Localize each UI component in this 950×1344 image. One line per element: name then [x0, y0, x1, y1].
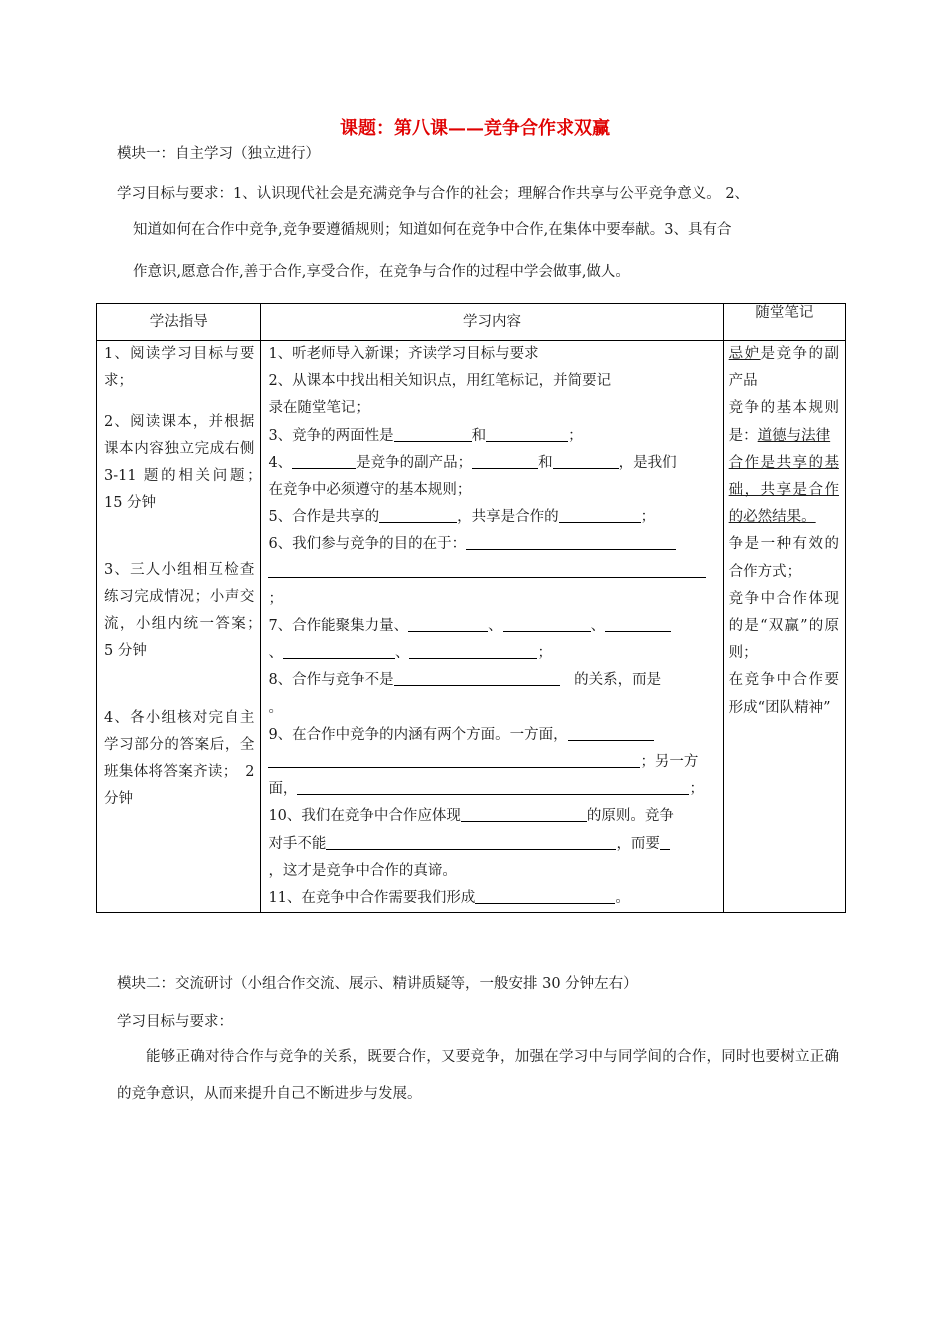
objectives-line-1: 学习目标与要求：1、认识现代社会是充满竞争与合作的社会；理解合作共享与公平竞争意义。 2、: [117, 186, 750, 202]
blank-field[interactable]: [486, 425, 568, 442]
blank-field[interactable]: [394, 669, 560, 686]
question-4: 4、 是竞争的副产品； 和 ，是我们: [268, 450, 714, 477]
guide-item: 4、各小组核对完自主学习部分的答案后，全班集体将答案齐读； 2 分钟: [104, 710, 255, 807]
blank-field[interactable]: [292, 452, 356, 469]
study-table: [96, 303, 846, 913]
blank-field[interactable]: [660, 833, 670, 850]
question-6: 6、我们参与竞争的目的在于：: [268, 531, 714, 558]
guide-cell: [97, 341, 274, 913]
question-8: 8、合作与竞争不是 的关系，而是: [268, 667, 714, 694]
blank-field[interactable]: [559, 506, 641, 523]
blank-field[interactable]: [568, 724, 654, 741]
note-item: 合作是共享的基础，共享是合作的必然结果。: [728, 454, 839, 526]
question-3: 3、竞争的两面性是 和 ；: [268, 423, 714, 450]
module2-heading: 模块二：交流研讨（小组合作交流、展示、精讲质疑等，一般安排 30 分钟左右）: [117, 976, 638, 992]
blank-field[interactable]: [379, 506, 457, 523]
blank-field[interactable]: [283, 642, 395, 659]
question-11: 11、在竞争中合作需要我们形成 。: [268, 885, 714, 912]
blank-field[interactable]: [268, 561, 706, 578]
question-7: 7、合作能聚集力量、 、 、: [268, 613, 714, 640]
note-item: 争是一种有效的合作方式；: [728, 536, 839, 580]
blank-field[interactable]: [461, 805, 587, 822]
blank-field[interactable]: [466, 533, 676, 550]
question-9: 9、在合作中竞争的内涵有两个方面。一方面，: [268, 722, 714, 749]
guide-item: 3、三人小组相互检查练习完成情况；小声交流，小组内统一答案； 5 分钟: [104, 562, 269, 659]
content-cell: 1、听老师导入新课；齐读学习目标与要求 2、从课本中找出相关知识点，用红笔标记，并简要记 录在随堂笔记； 3、竞争的两面性是 和 ； 4、 是竞争的副产品； 和 ，是我们 在竞争中必须遵守的基本规则； 5、合作是共享的 ，共享是合作的 ； 6、我们参与竞争的目的在于： ； 7、合作能聚集力量、 、 、 、 、 ； 8、合作与竞争不是 的关系，而是 。 9、在合作中竞争的内涵有两个方面。一方面， ；另一方 面， ； 10、我们在竞争中合作应体现 的原则。竞争 对手不能 ，而要 ，这才是竞争中合作的真谛。 11、在竞争中合作需要我们形成 。: [261, 341, 723, 913]
objectives-line-2: 知道如何在合作中竞争,竞争要遵循规则；知道如何在竞争中合作,在集体中要奉献。3、具有合: [133, 222, 732, 238]
guide-item: 2、阅读课本，并根据课本内容独立完成右侧 3-11 题的相关问题； 15 分钟: [104, 414, 274, 511]
blank-field[interactable]: [409, 642, 537, 659]
blank-field[interactable]: [326, 833, 616, 850]
blank-field[interactable]: [472, 452, 538, 469]
note-item: 竞争的基本规则是：道德与法律: [728, 400, 839, 444]
blank-field[interactable]: [475, 887, 615, 904]
question-10: 10、我们在竞争中合作应体现 的原则。竞争: [268, 803, 714, 830]
note-item: 在竞争中合作要形成“团队精神”: [728, 672, 839, 716]
blank-field[interactable]: [268, 751, 640, 768]
module2-paragraph: 能够正确对待合作与竞争的关系，既要合作，又要竞争，加强在学习中与同学间的合作，同时也要树立正确的竞争意识，从而来提升自己不断进步与发展。: [117, 1049, 839, 1102]
question-5: 5、合作是共享的 ，共享是合作的 ；: [268, 504, 714, 531]
page-title: 课题：第八课——竞争合作求双赢: [340, 118, 610, 139]
blank-field[interactable]: [503, 615, 591, 632]
blank-field[interactable]: [394, 425, 472, 442]
question-1: 1、听老师导入新课；齐读学习目标与要求: [268, 346, 539, 362]
module1-heading: 模块一：自主学习（独立进行）: [117, 146, 320, 162]
blank-field[interactable]: [553, 452, 619, 469]
objectives-line-3: 作意识,愿意合作,善于合作,享受合作，在竞争与合作的过程中学会做事,做人。: [133, 264, 630, 280]
note-item: 竞争中合作体现的是“双赢”的原则；: [728, 590, 839, 662]
blank-field[interactable]: [297, 778, 689, 795]
header-notes: 随堂笔记: [723, 304, 845, 341]
note-item: 忌妒是竞争的副产品: [728, 346, 840, 390]
blank-field[interactable]: [605, 615, 671, 632]
module2-objectives-label: 学习目标与要求：: [117, 1014, 233, 1030]
header-guide: 学法指导: [97, 304, 261, 341]
blank-field[interactable]: [408, 615, 488, 632]
guide-item: 1、阅读学习目标与要求；: [104, 346, 255, 389]
question-2: 2、从课本中找出相关知识点，用红笔标记，并简要记: [268, 373, 612, 390]
notes-cell: [723, 341, 845, 913]
header-content: 学习内容: [261, 304, 723, 341]
